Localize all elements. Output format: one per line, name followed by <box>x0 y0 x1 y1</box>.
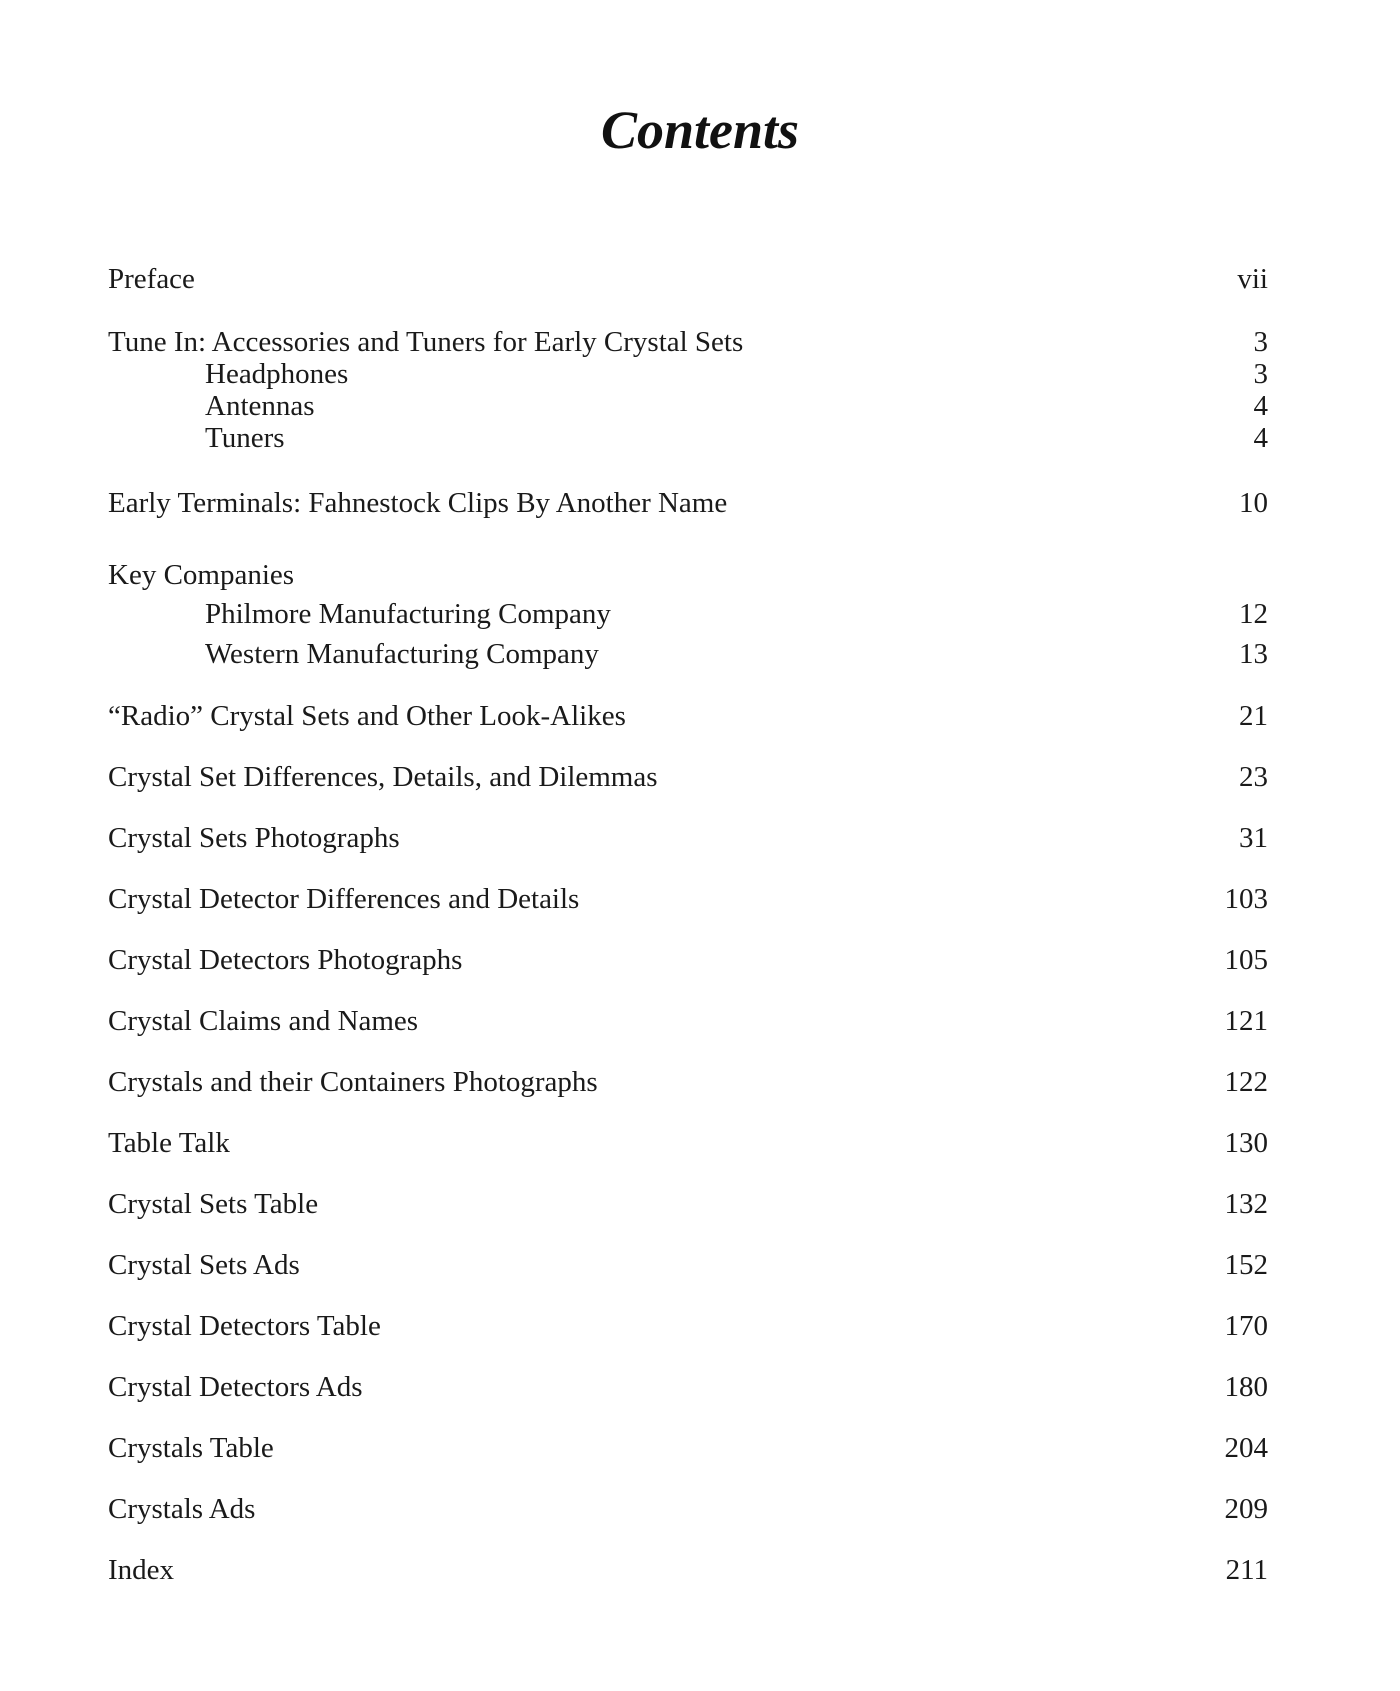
toc-entry-preface[interactable] <box>108 262 1268 296</box>
toc-entry-page: 3 <box>1253 358 1268 390</box>
toc-entry-page: 122 <box>1224 1066 1268 1098</box>
toc-entry-label: Key Companies <box>108 559 295 591</box>
toc-entry-page: 132 <box>1224 1188 1268 1220</box>
toc-entry-page: 105 <box>1224 944 1268 976</box>
toc-entry-key-companies <box>108 558 1268 592</box>
toc-entry-page: 103 <box>1224 883 1268 915</box>
toc-entry-page: 180 <box>1224 1371 1268 1403</box>
toc-entry-table-talk[interactable] <box>108 1126 1268 1160</box>
toc-entry-tune-in[interactable] <box>108 325 1268 359</box>
toc-entry-page: 130 <box>1224 1127 1268 1159</box>
toc-entry-page: vii <box>1237 263 1268 295</box>
toc-entry-label: Early Terminals: Fahnestock Clips By Another Name <box>108 487 728 519</box>
toc-entry-early-terminals[interactable] <box>108 486 1268 520</box>
toc-entry-label: Crystal Sets Photographs <box>108 822 400 854</box>
toc-entry-label: Crystal Detectors Photographs <box>108 944 463 976</box>
toc-entry-crystals-ads[interactable] <box>108 1492 1268 1526</box>
toc-entry-crystal-sets-photographs[interactable] <box>108 821 1268 855</box>
toc-entry-page: 12 <box>1239 598 1268 630</box>
toc-entry-page: 31 <box>1239 822 1268 854</box>
toc-entry-index[interactable] <box>108 1553 1268 1587</box>
toc-subentry-philmore[interactable] <box>205 597 1268 631</box>
toc-entry-radio-crystal-sets[interactable] <box>108 699 1268 733</box>
toc-entry-label: Philmore Manufacturing Company <box>205 598 611 630</box>
toc-entry-page: 3 <box>1253 326 1268 358</box>
toc-entry-label: Antennas <box>205 390 315 422</box>
toc-entry-label: Tuners <box>205 422 285 454</box>
toc-entry-crystal-detector-differences[interactable] <box>108 882 1268 916</box>
toc-entry-label: Western Manufacturing Company <box>205 638 599 670</box>
toc-entry-page: 121 <box>1224 1005 1268 1037</box>
toc-entry-page: 204 <box>1224 1432 1268 1464</box>
toc-entry-label: Crystal Detector Differences and Details <box>108 883 580 915</box>
toc-entry-label: Tune In: Accessories and Tuners for Early Crystal Sets <box>108 326 744 358</box>
toc-entry-label: Crystal Claims and Names <box>108 1005 419 1037</box>
toc-entry-page: 211 <box>1225 1554 1268 1586</box>
toc-entry-label: Crystal Set Differences, Details, and Dilemmas <box>108 761 658 793</box>
toc-entry-label: Crystals Table <box>108 1432 274 1464</box>
toc-entry-page: 23 <box>1239 761 1268 793</box>
toc-entry-label: Crystals Ads <box>108 1493 256 1525</box>
page-title: Contents <box>600 100 800 160</box>
toc-entry-crystals-table[interactable] <box>108 1431 1268 1465</box>
toc-entry-label: Crystals and their Containers Photographs <box>108 1066 598 1098</box>
toc-entry-page: 152 <box>1224 1249 1268 1281</box>
toc-entry-page: 4 <box>1253 390 1268 422</box>
toc-entry-page: 209 <box>1224 1493 1268 1525</box>
toc-entry-label: Index <box>108 1554 175 1586</box>
toc-entry-crystal-detectors-table[interactable] <box>108 1309 1268 1343</box>
toc-entry-crystal-detectors-ads[interactable] <box>108 1370 1268 1404</box>
toc-entry-crystal-sets-ads[interactable] <box>108 1248 1268 1282</box>
toc-entry-label: Preface <box>108 263 195 295</box>
toc-entry-label: Headphones <box>205 358 349 390</box>
toc-subentry-antennas[interactable] <box>205 389 1268 423</box>
toc-entry-crystal-sets-table[interactable] <box>108 1187 1268 1221</box>
toc-entry-crystal-claims[interactable] <box>108 1004 1268 1038</box>
toc-entry-crystal-detectors-photographs[interactable] <box>108 943 1268 977</box>
toc-entry-crystals-containers[interactable] <box>108 1065 1268 1099</box>
toc-subentry-headphones[interactable] <box>205 357 1268 391</box>
toc-subentry-tuners[interactable] <box>205 421 1268 455</box>
toc-entry-page: 21 <box>1239 700 1268 732</box>
toc-subentry-western[interactable] <box>205 637 1268 671</box>
toc-entry-page: 4 <box>1253 422 1268 454</box>
toc-entry-label: Crystal Detectors Table <box>108 1310 381 1342</box>
toc-entry-page: 170 <box>1224 1310 1268 1342</box>
toc-entry-label: Crystal Detectors Ads <box>108 1371 363 1403</box>
toc-entry-crystal-set-differences[interactable] <box>108 760 1268 794</box>
toc-entry-page: 13 <box>1239 638 1268 670</box>
toc-entry-label: “Radio” Crystal Sets and Other Look-Alikes <box>108 700 626 732</box>
toc-entry-label: Crystal Sets Table <box>108 1188 319 1220</box>
toc-entry-label: Table Talk <box>108 1127 230 1159</box>
toc-entry-page: 10 <box>1239 487 1268 519</box>
toc-entry-label: Crystal Sets Ads <box>108 1249 300 1281</box>
